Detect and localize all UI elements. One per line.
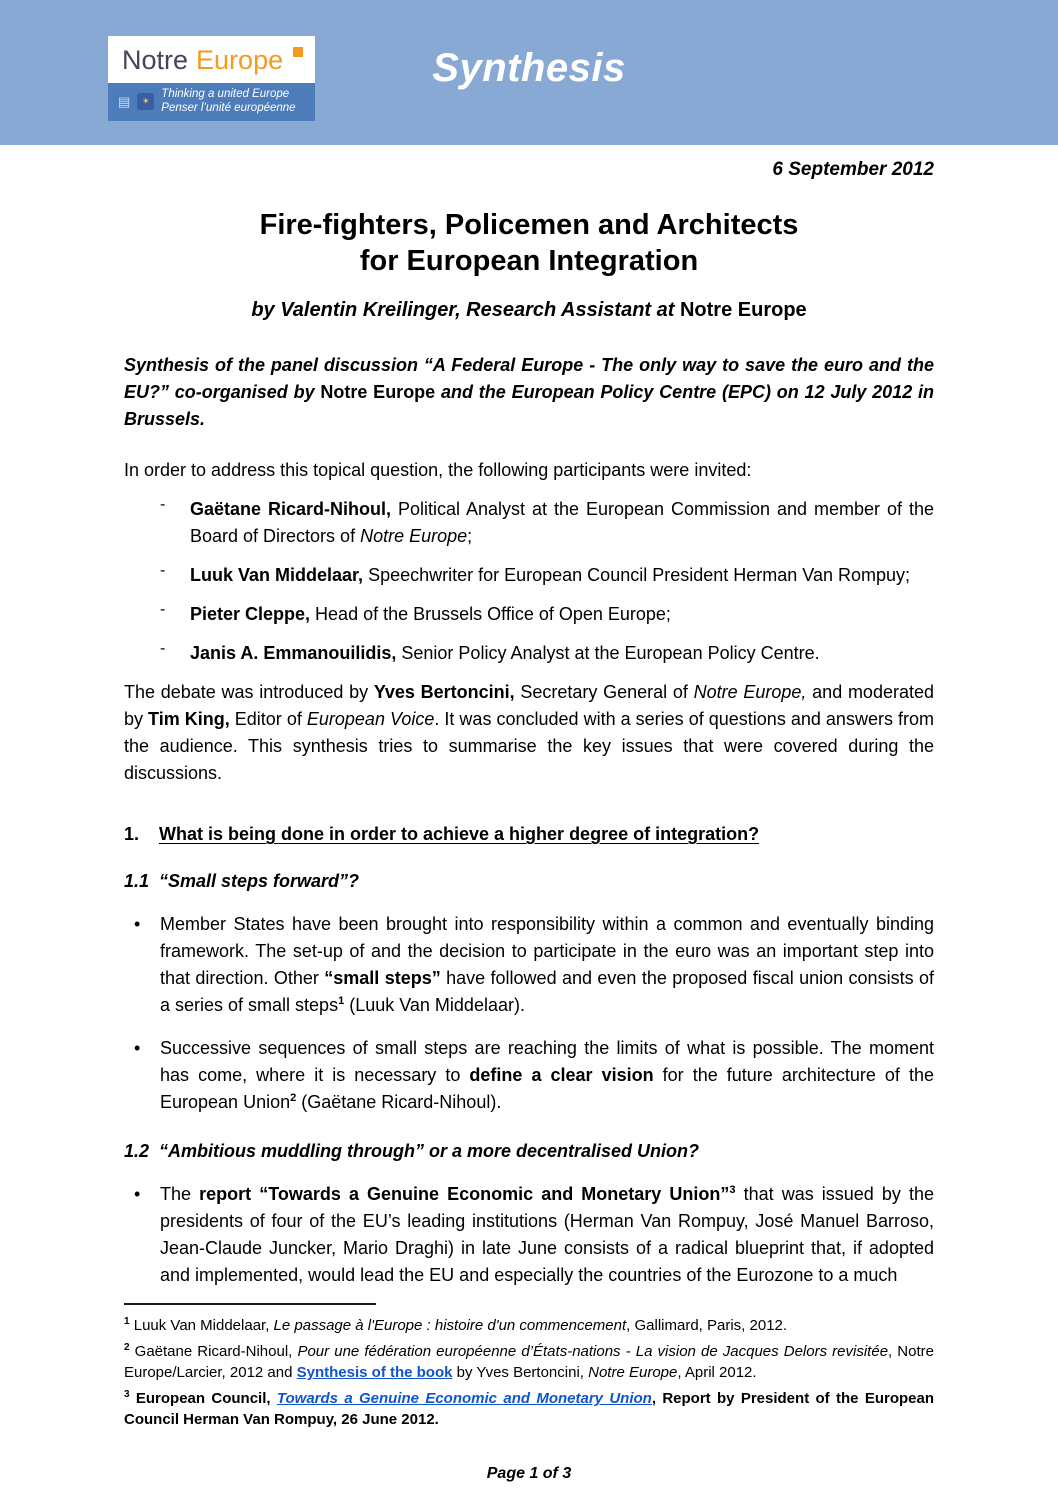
date: 6 September 2012 <box>772 159 934 180</box>
footnote-ref-2: 2 <box>290 1092 297 1104</box>
logo-text-notre: Notre <box>122 45 189 75</box>
footnote-seg: by Yves Bertoncini, <box>452 1364 589 1381</box>
invited-paragraph: In order to address this topical question, the following participants were invited: <box>124 460 752 480</box>
bullet-seg: Member States have been brought into responsibility within a common and eventually binding framework. The set-up of and the decision to participate in the euro was an important step into that direction. Other <box>160 914 934 988</box>
subsection-heading-text: “Small steps forward”? <box>159 871 360 891</box>
participant-name: Janis A. Emmanouilidis, <box>190 643 397 663</box>
section-1-heading <box>124 821 934 848</box>
bullet-seg: Successive sequences of small steps are reaching the limits of what is possible. The moment has come, where it is necessary to <box>160 1038 934 1085</box>
debate-name: Yves Bertoncini, <box>373 682 515 702</box>
footnote-ref-3: 3 <box>729 1184 736 1196</box>
header-banner <box>0 0 1058 145</box>
bullet-emphasis: define a clear vision <box>469 1065 654 1085</box>
bullet-text <box>160 1181 934 1289</box>
participant-item <box>124 640 934 667</box>
participant-name: Gaëtane Ricard-Nihoul, <box>190 499 392 519</box>
debate-seg: Secretary General of <box>514 682 694 702</box>
debate-publication: European Voice <box>306 709 435 729</box>
footnote-org: Notre Europe <box>588 1364 678 1381</box>
subsection-number: 1.1 <box>124 871 150 891</box>
footnote-area <box>124 1289 934 1435</box>
subsection-heading-text: “Ambitious muddling through” or a more decentralised Union? <box>159 1141 700 1161</box>
logo-tagline-en: Thinking a united Europe <box>161 88 290 100</box>
footnote-number: 1 <box>124 1316 130 1327</box>
footnote-seg: European Council, <box>129 1390 277 1407</box>
bullet-seg: that was issued by the presidents of four of the EU’s leading institutions (Herman Van Rompuy, José Manuel Barroso, Jean-Claude Juncker, Mario Draghi) in late June consists of a radical blueprint that, if adopted and implemented, would lead the EU and especially the countries of the Eurozone to a much <box>160 1184 935 1285</box>
participant-item <box>124 562 934 589</box>
footnote-seg: , Notre Europe/Larcier, 2012 and <box>124 1343 934 1381</box>
footnote-1 <box>124 1315 934 1336</box>
footnote-seg: Gaëtane Ricard-Nihoul, <box>129 1343 298 1360</box>
bullet-seg: The <box>160 1184 200 1204</box>
debate-org: Notre Europe, <box>693 682 807 702</box>
synthesis-of-the-book-link[interactable]: Synthesis of the book <box>296 1364 453 1381</box>
bullet-emphasis: “small steps” <box>324 968 441 988</box>
debate-seg: Editor of <box>229 709 307 729</box>
logo-taglines <box>161 87 295 116</box>
footnote-seg: , Report by President of the European Council Herman Van Rompuy, 26 June 2012. <box>124 1390 934 1428</box>
bullet-text <box>160 1035 934 1116</box>
debate-seg: The debate was introduced by <box>124 682 374 702</box>
participant-role: Head of the Brussels Office of Open Europe; <box>310 604 671 624</box>
bullet-marker: • <box>134 1038 141 1058</box>
title-line-2: for European Integration <box>359 245 699 277</box>
subsection-1-1-heading <box>124 868 934 895</box>
document-body <box>0 145 1058 1497</box>
bullet-emphasis: report “Towards a Genuine Economic and Monetary Union” <box>199 1184 730 1204</box>
participant-text <box>190 562 934 589</box>
emu-report-link[interactable]: Towards a Genuine Economic and Monetary Union <box>276 1390 652 1407</box>
document-title <box>124 207 934 279</box>
participant-end: ; <box>467 526 473 546</box>
eu-flag-icon <box>137 93 154 110</box>
debate-seg: and moderated by <box>124 682 934 729</box>
logo-text-europe: Europe <box>196 45 284 75</box>
participant-role: Speechwriter for European Council President Herman Van Rompuy; <box>363 565 910 585</box>
footnote-seg: , April 2012. <box>677 1364 757 1381</box>
bullet-marker: • <box>134 914 141 934</box>
bullet-item <box>124 1035 934 1116</box>
footnote-number: 2 <box>124 1342 130 1353</box>
participant-name: Pieter Cleppe, <box>190 604 311 624</box>
participant-text <box>190 601 934 628</box>
eu-star-glyph: ✶ <box>142 95 150 106</box>
intro-seg-2: and the European Policy Centre (EPC) on 12 July 2012 in Brussels. <box>124 382 934 429</box>
bullet-seg: (Gaëtane Ricard-Nihoul). <box>296 1092 502 1112</box>
participant-role: Political Analyst at the European Commission and member of the Board of Directors of <box>190 499 934 546</box>
footnote-2 <box>124 1341 934 1383</box>
banner-title: Synthesis <box>432 46 626 90</box>
footnote-number: 3 <box>124 1389 130 1400</box>
participant-item <box>124 496 934 550</box>
bullet-item <box>124 1181 934 1289</box>
section-heading-text: What is being done in order to achieve a higher degree of integration? <box>159 824 760 844</box>
document-icon: ▤ <box>118 93 131 109</box>
participant-text <box>190 496 934 550</box>
list-dash: - <box>160 496 166 513</box>
participant-item <box>124 601 934 628</box>
title-line-1: Fire-fighters, Policemen and Architects <box>259 209 799 241</box>
byline <box>124 299 934 322</box>
bullet-seg: have followed and even the proposed fiscal union consists of a series of small steps <box>160 968 934 1015</box>
footnote-ref-1: 1 <box>338 995 345 1007</box>
byline-author: by Valentin Kreilinger, Research Assistant at <box>251 299 680 321</box>
participant-name: Luuk Van Middelaar, <box>190 565 364 585</box>
intro-org: Notre Europe <box>320 382 436 402</box>
bullet-text <box>160 911 934 1019</box>
bullet-marker: • <box>134 1184 141 1204</box>
bullet-seg: (Luuk Van Middelaar). <box>344 995 525 1015</box>
byline-org: Notre Europe <box>679 299 807 321</box>
footnote-seg: , Gallimard, Paris, 2012. <box>626 1317 788 1334</box>
debate-name: Tim King, <box>148 709 230 729</box>
footnote-seg: Luuk Van Middelaar, <box>129 1317 274 1334</box>
intro-seg-1: Synthesis of the panel discussion “A Federal Europe - The only way to save the euro and the EU?” co-organised by <box>124 355 934 402</box>
list-dash: - <box>160 640 166 657</box>
footnote-3 <box>124 1388 934 1430</box>
participant-role: Senior Policy Analyst at the European Policy Centre. <box>396 643 820 663</box>
debate-paragraph <box>124 679 934 787</box>
footnote-book-title: Pour une fédération européenne d’États-nations - La vision de Jacques Delors revisitée <box>297 1343 889 1360</box>
logo-tagline-fr: Penser l’unité européenne <box>161 102 296 115</box>
page-number: Page 1 of 3 <box>486 1465 572 1482</box>
footnote-book-title: Le passage à l'Europe : histoire d'un commencement <box>273 1317 627 1334</box>
list-dash: - <box>160 562 166 579</box>
footnote-separator <box>124 1303 376 1305</box>
list-dash: - <box>160 601 166 618</box>
section-number: 1. <box>124 824 140 844</box>
subsection-1-2-heading <box>124 1138 934 1165</box>
intro-paragraph <box>124 352 934 433</box>
participant-org: Notre Europe <box>360 526 468 546</box>
debate-seg: . It was concluded with a series of questions and answers from the audience. This synthesis tries to summarise the key issues that were covered during the discussions. <box>124 709 934 783</box>
bullet-seg: for the future architecture of the European Union <box>160 1065 934 1112</box>
subsection-number: 1.2 <box>124 1141 150 1161</box>
participant-text <box>190 640 934 667</box>
bullet-item <box>124 911 934 1019</box>
